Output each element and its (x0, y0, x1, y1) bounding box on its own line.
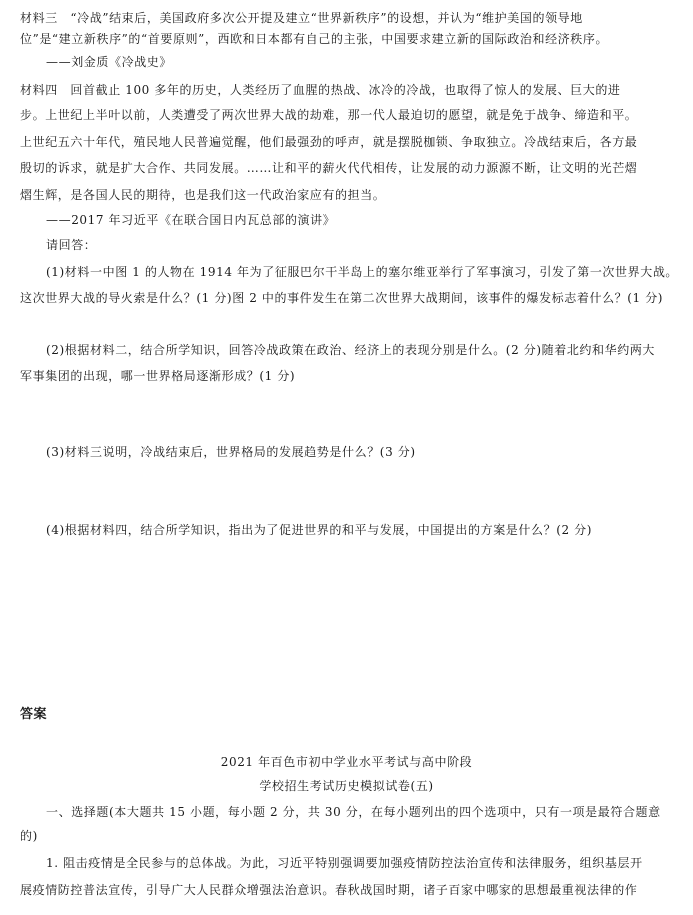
material4-line4: 殷切的诉求，就是扩大合作、共同发展。……让和平的薪火代代相传，让发展的动力源源不断，让文明的光芒熠 (20, 161, 638, 175)
material3-line2: 位”是“建立新秩序”的“首要原则”，西欧和日本都有自己的主张，中国要求建立新的国际政治和经济秩序。 (20, 32, 609, 46)
question-1-line2: 这次世界大战的导火索是什么？(1 分)图 2 中的事件发生在第二次世界大战期间，该事件的爆发标志着什么？(1 分) (20, 291, 664, 305)
material4-line5: 熠生辉，是各国人民的期待，也是我们这一代政治家应有的担当。 (20, 188, 386, 202)
section1-line1: 一、选择题(本大题共 15 小题，每小题 2 分，共 30 分，在每小题列出的四个选项中，只有一项是最符合题意 (46, 805, 661, 819)
question-3: (3)材料三说明，冷战结束后，世界格局的发展趋势是什么？(3 分) (46, 445, 416, 459)
material4-line1: 材料四 回首截止 100 多年的历史，人类经历了血腥的热战、冰冷的冷战，也取得了惊人的发展、巨大的进 (20, 83, 621, 97)
material4-source: ——2017 年习近平《在联合国日内瓦总部的演讲》 (46, 213, 336, 227)
material4-line2: 步。上世纪上半叶以前，人类遭受了两次世界大战的劫难，那一代人最迫切的愿望，就是免于战争、缔造和平。 (20, 108, 638, 122)
question-4: (4)根据材料四，结合所学知识，指出为了促进世界的和平与发展，中国提出的方案是什么？(2 分) (46, 523, 593, 537)
material3-source: ——刘金质《冷战史》 (46, 55, 173, 69)
answer1-line1: 1. 阻击疫情是全民参与的总体战。为此，习近平特别强调要加强疫情防控法治宣传和法律服务，组织基层开 (46, 856, 643, 870)
material4-line3: 上世纪五六十年代，殖民地人民普遍觉醒，他们最强劲的呼声，就是摆脱枷锁、争取独立。冷战结束后，各方最 (20, 135, 638, 149)
question-prompt: 请回答： (46, 238, 97, 252)
question-1-line1: (1)材料一中图 1 的人物在 1914 年为了征服巴尔干半岛上的塞尔维亚举行了军事演习，引发了第一次世界大战。 (46, 265, 679, 279)
question-2-line1: (2)根据材料二，结合所学知识，回答冷战政策在政治、经济上的表现分别是什么。(2 分)随着北约和华约两大 (46, 343, 656, 357)
section1-line2: 的) (20, 829, 38, 843)
exam-title-line2: 学校招生考试历史模拟试卷(五) (259, 779, 434, 793)
exam-title-line1: 2021 年百色市初中学业水平考试与高中阶段 (220, 755, 473, 769)
material3-line1: 材料三 “冷战”结束后，美国政府多次公开提及建立“世界新秩序”的设想，并认为“维护美国的领导地 (20, 11, 583, 25)
answer1-line2: 展疫情防控普法宣传，引导广大人民群众增强法治意识。春秋战国时期，诸子百家中哪家的思想最重视法律的作 (20, 883, 638, 897)
answer-heading: 答案 (20, 707, 48, 722)
question-2-line2: 军事集团的出现，哪一世界格局逐渐形成？(1 分) (20, 369, 296, 383)
